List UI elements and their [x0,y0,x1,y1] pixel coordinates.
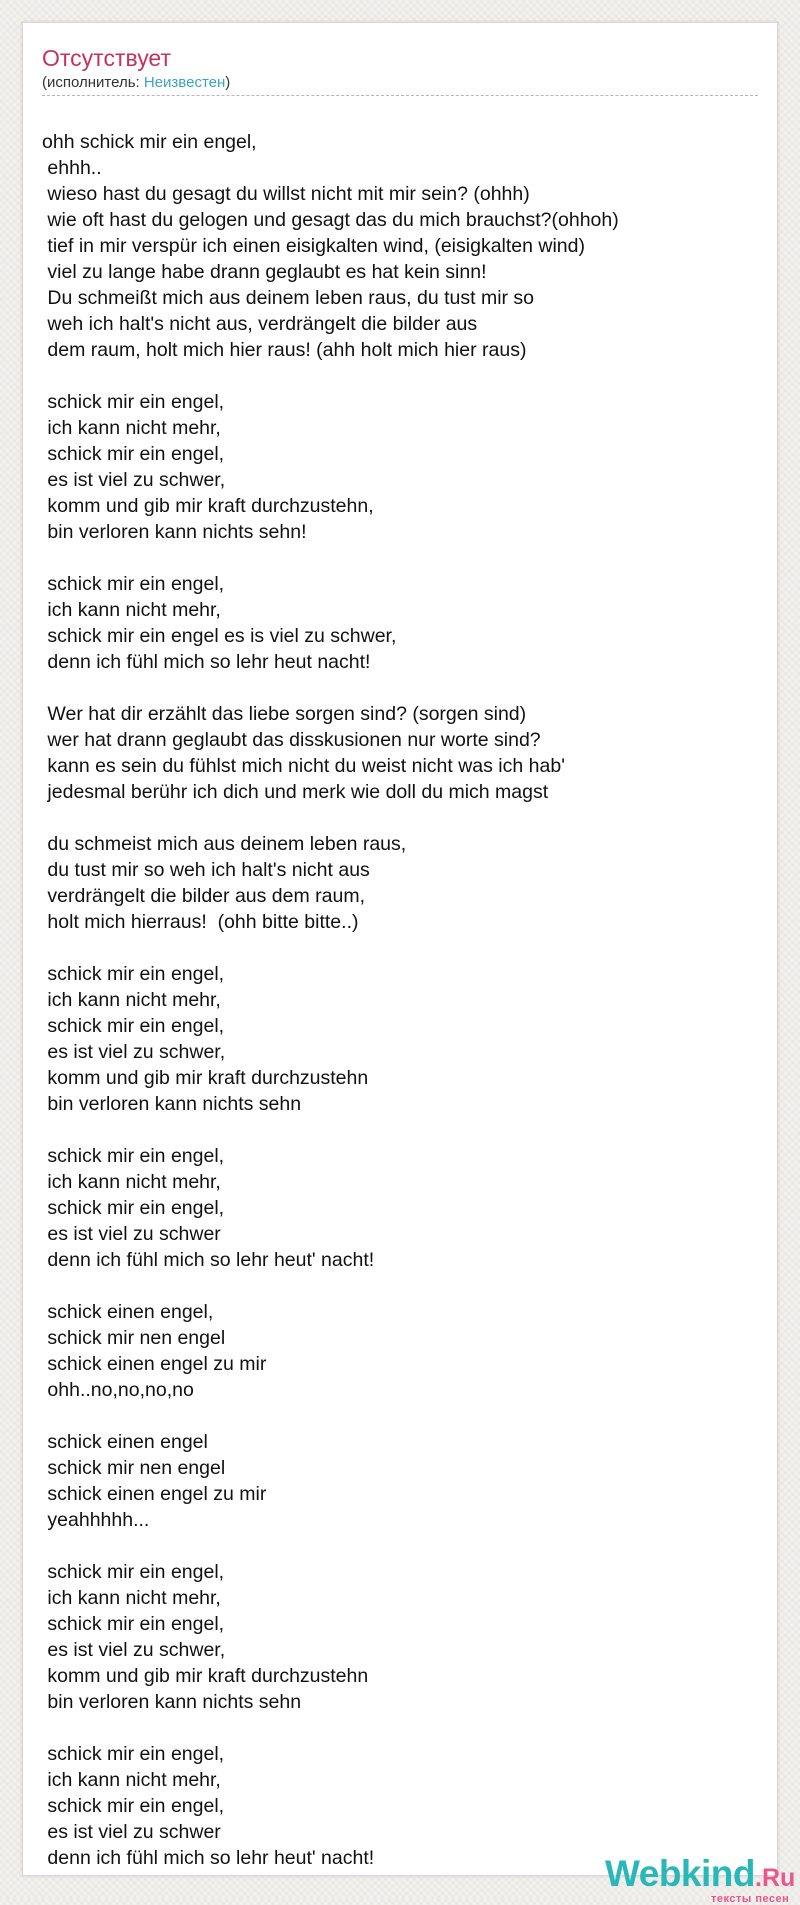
lyric-line: ich kann nicht mehr, [42,989,221,1011]
lyric-line: denn ich fühl mich so lehr heut nacht! [42,651,371,673]
artist-prefix: (исполнитель: [42,74,144,91]
song-header [42,43,758,96]
song-title: Отсутствует [42,45,171,71]
lyric-line: viel zu lange habe drann geglaubt es hat kein sinn! [42,261,487,283]
artist-link[interactable]: Неизвестен [143,74,226,91]
lyric-line: komm und gib mir kraft durchzustehn [42,1067,369,1089]
stanza-gap [42,1403,758,1429]
lyric-line: schick mir nen engel [42,1327,226,1349]
lyric-line: holt mich hierraus! (ohh bitte bitte..) [42,911,359,933]
lyric-line: schick einen engel zu mir [42,1353,267,1375]
lyrics-card [22,22,796,1905]
lyric-line: wieso hast du gesagt du willst nicht mit mir sein? (ohhh) [42,183,530,205]
lyric-line: ich kann nicht mehr, [42,417,221,439]
lyric-line: tief in mir verspür ich einen eisigkalten wind, (eisigkalten wind) [42,235,585,257]
lyric-line: schick mir nen engel [42,1457,226,1479]
lyric-line: du schmeist mich aus deinem leben raus, [42,833,407,855]
stanza-gap [42,1533,758,1559]
lyric-line: weh ich halt's nicht aus, verdrängelt die bilder aus [42,313,478,335]
stanza-gap [42,675,758,701]
lyric-line: ich kann nicht mehr, [42,1769,221,1791]
lyric-line: ohh schick mir ein engel, [42,131,257,153]
lyric-line: schick mir ein engel, [42,391,225,413]
logo-wordmark: Webkind [605,1853,755,1894]
lyric-line: es ist viel zu schwer [42,1821,221,1843]
lyric-line: schick mir ein engel, [42,573,225,595]
lyric-line: schick einen engel, [42,1301,214,1323]
lyric-line: schick einen engel [42,1431,208,1453]
lyric-line: bin verloren kann nichts sehn! [42,521,307,543]
stanza-gap [42,1273,758,1299]
logo-tld: .Ru [755,1864,796,1892]
lyric-line: schick einen engel zu mir [42,1483,267,1505]
lyric-line: jedesmal berühr ich dich und merk wie doll du mich magst [42,781,549,803]
lyric-line: kann es sein du fühlst mich nicht du weist nicht was ich hab' [42,755,565,777]
site-logo[interactable] [605,1853,796,1905]
lyric-line: es ist viel zu schwer, [42,1041,226,1063]
header-divider [42,95,758,96]
lyric-line: ich kann nicht mehr, [42,599,221,621]
lyric-line: wie oft hast du gelogen und gesagt das du mich brauchst?(ohhoh) [42,209,619,231]
lyric-line: komm und gib mir kraft durchzustehn, [42,495,374,517]
lyric-line: schick mir ein engel es is viel zu schwer, [42,625,397,647]
lyric-line: schick mir ein engel, [42,1795,225,1817]
stanza-gap [42,1117,758,1143]
stanza-gap [42,545,758,571]
lyric-line: ich kann nicht mehr, [42,1587,221,1609]
lyric-line: wer hat drann geglaubt das disskusionen nur worte sind? [42,729,541,751]
lyrics-text [42,129,758,1871]
lyric-line: schick mir ein engel, [42,1015,225,1037]
lyric-line: schick mir ein engel, [42,1561,225,1583]
lyric-line: yeahhhhh... [42,1509,150,1531]
stanza-gap [42,1715,758,1741]
lyric-line: Du schmeißt mich aus deinem leben raus, du tust mir so [42,287,535,309]
lyric-line: ich kann nicht mehr, [42,1171,221,1193]
stanza-gap [42,363,758,389]
artist-line [42,74,758,92]
lyric-line: schick mir ein engel, [42,1197,225,1219]
lyric-line: bin verloren kann nichts sehn [42,1691,302,1713]
lyric-line: komm und gib mir kraft durchzustehn [42,1665,369,1687]
logo-tagline: тексты песен [711,1893,790,1905]
lyric-line: schick mir ein engel, [42,1743,225,1765]
lyric-line: denn ich fühl mich so lehr heut' nacht! [42,1847,375,1869]
lyric-line: ehhh.. [42,157,102,179]
stanza-gap [42,935,758,961]
lyric-line: es ist viel zu schwer, [42,469,226,491]
lyric-line: denn ich fühl mich so lehr heut' nacht! [42,1249,375,1271]
lyric-line: verdrängelt die bilder aus dem raum, [42,885,365,907]
stanza-gap [42,805,758,831]
lyric-line: es ist viel zu schwer [42,1223,221,1245]
lyric-line: schick mir ein engel, [42,963,225,985]
lyric-line: bin verloren kann nichts sehn [42,1093,302,1115]
lyric-line: schick mir ein engel, [42,1145,225,1167]
lyric-line: du tust mir so weh ich halt's nicht aus [42,859,370,881]
lyric-line: es ist viel zu schwer, [42,1639,226,1661]
lyric-line: Wer hat dir erzählt das liebe sorgen sind? (sorgen sind) [42,703,527,725]
lyric-line: dem raum, holt mich hier raus! (ahh holt mich hier raus) [42,339,527,361]
lyric-line: schick mir ein engel, [42,443,225,465]
artist-suffix: ) [225,74,231,91]
lyric-line: ohh..no,no,no,no [42,1379,194,1401]
lyric-line: schick mir ein engel, [42,1613,225,1635]
